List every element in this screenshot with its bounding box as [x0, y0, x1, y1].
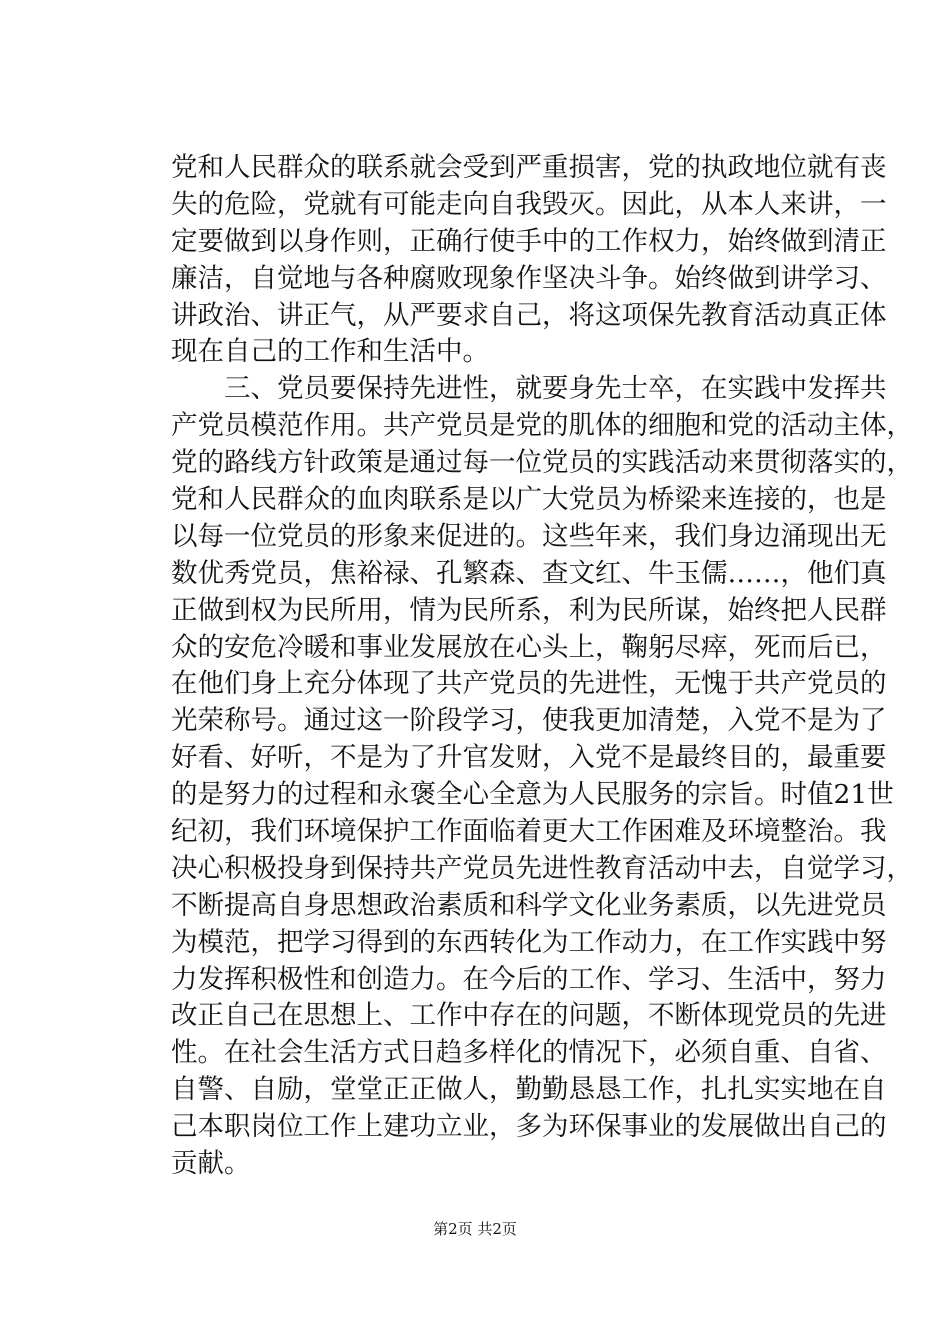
text-line: 决心积极投身到保持共产党员先进性教育活动中去，自觉学习，: [171, 852, 913, 884]
text-line: 三、党员要保持先进性，就要身先士卒，在实践中发挥共: [171, 373, 887, 405]
text-line: 不断提高自身思想政治素质和科学文化业务素质，以先进党员: [171, 889, 887, 921]
text-line: 党和人民群众的联系就会受到严重损害，党的执政地位就有丧: [171, 152, 887, 183]
text-line: 现在自己的工作和生活中。: [171, 336, 489, 368]
text-line: 光荣称号。通过这一阶段学习，使我更加清楚，入党不是为了: [171, 705, 887, 737]
text-line: 贡献。: [171, 1148, 251, 1180]
text-line: 自警、自励，堂堂正正做人，勤勤恳恳工作，扎扎实实地在自: [171, 1074, 887, 1106]
text-line: 以每一位党员的形象来促进的。这些年来，我们身边涌现出无: [171, 520, 887, 552]
text-line: 性。在社会生活方式日趋多样化的情况下，必须自重、自省、: [171, 1037, 887, 1069]
text-line: 讲政治、讲正气，从严要求自己，将这项保先教育活动真正体: [171, 299, 887, 331]
text-line: 好看、好听，不是为了升官发财，入党不是最终目的，最重要: [171, 742, 887, 774]
text-line: 己本职岗位工作上建功立业，多为环保事业的发展做出自己的: [171, 1111, 887, 1143]
text-line: 定要做到以身作则，正确行使手中的工作权力，始终做到清正: [171, 225, 887, 257]
text-line: 改正自己在思想上、工作中存在的问题，不断体现党员的先进: [171, 1000, 887, 1032]
text-line: 在他们身上充分体现了共产党员的先进性，无愧于共产党员的: [171, 668, 887, 700]
text-line: 产党员模范作用。共产党员是党的肌体的细胞和党的活动主体，: [171, 410, 913, 442]
text-line: 廉洁，自觉地与各种腐败现象作坚决斗争。始终做到讲学习、: [171, 262, 887, 294]
body-text: [171, 150, 913, 1183]
text-line: 纪初，我们环境保护工作面临着更大工作困难及环境整治。我: [171, 816, 887, 848]
text-line: 力发挥积极性和创造力。在今后的工作、学习、生活中，努力: [171, 963, 887, 995]
text-line: 正做到权为民所用，情为民所系，利为民所谋，始终把人民群: [171, 594, 887, 626]
text-line: 众的安危冷暖和事业发展放在心头上，鞠躬尽瘁，死而后已，: [171, 631, 887, 663]
text-line: 党的路线方针政策是通过每一位党员的实践活动来贯彻落实的，: [171, 447, 913, 479]
text-line: 的是努力的过程和永褒全心全意为人民服务的宗旨。时值21世: [171, 779, 894, 811]
text-line: 为模范，把学习得到的东西转化为工作动力，在工作实践中努: [171, 926, 887, 958]
text-line: 党和人民群众的血肉联系是以广大党员为桥梁来连接的，也是: [171, 484, 887, 516]
text-line: 失的危险，党就有可能走向自我毁灭。因此，从本人来讲，一: [171, 188, 887, 220]
page-footer: 第2页 共2页: [433, 1220, 517, 1238]
text-line: 数优秀党员，焦裕禄、孔繁森、查文红、牛玉儒……，他们真: [171, 557, 887, 589]
